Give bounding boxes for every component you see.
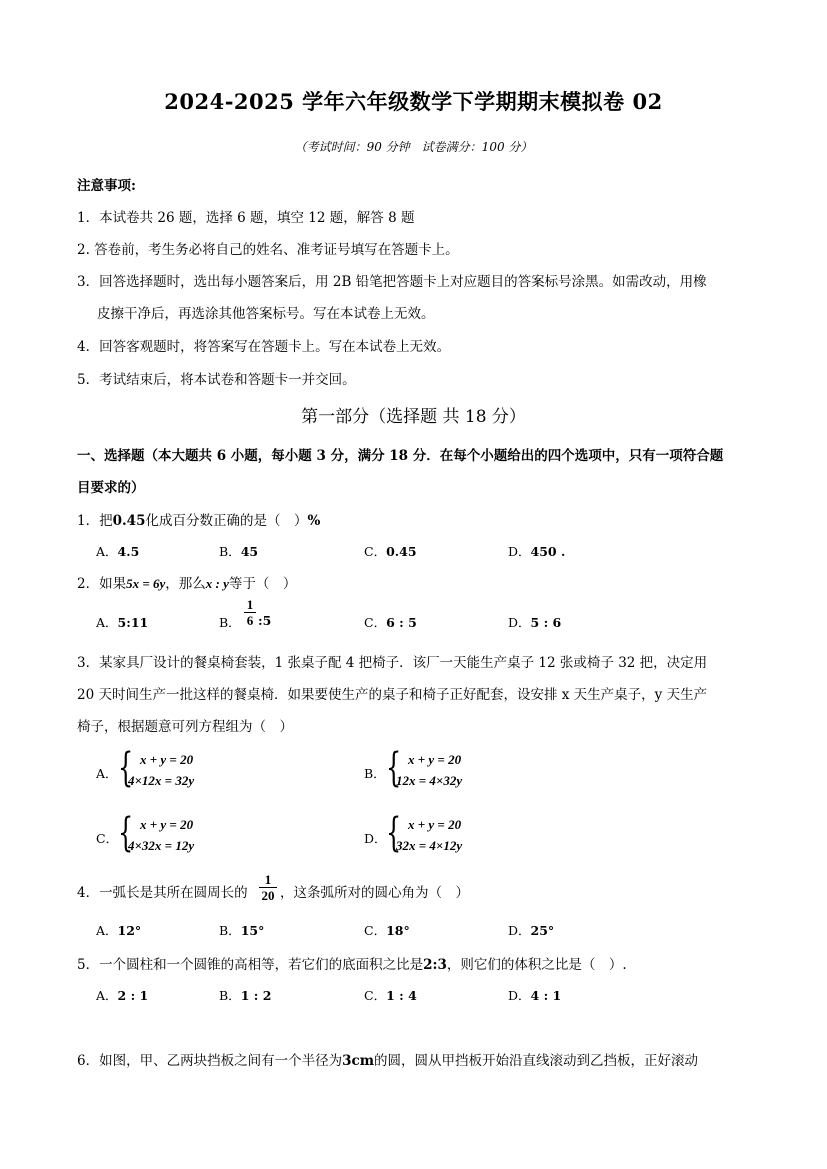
q5-option-d[interactable]: D．4 : 1 [508, 988, 562, 1003]
q1-percent: % [307, 513, 321, 529]
q3-option-b-label[interactable]: B． [364, 766, 386, 781]
notice-heading: 注意事项: [77, 178, 136, 194]
q1-option-b[interactable]: B．45 [219, 544, 259, 559]
q3-b-eq1: x + y = 20 [408, 752, 462, 767]
q2-ratio: x : y [205, 576, 229, 591]
q3-a-eq1: x + y = 20 [140, 752, 194, 767]
question-3-line: 椅子，根据题意可列方程组为（ ） [77, 719, 293, 735]
q2-equation: 5x = 6y [126, 576, 166, 591]
q3-b-eq2: 12x = 4×32y [396, 773, 463, 788]
section-title: 第一部分（选择题 共 18 分） [301, 407, 526, 427]
q3-c-eq1: x + y = 20 [140, 817, 194, 832]
q1-option-c[interactable]: C．0.45 [364, 544, 417, 559]
question-2: 2．如果5x = 6y，那么x : y等于（ ） [77, 576, 297, 592]
q2-option-b-fraction: 1 6 [244, 597, 256, 628]
brace-icon: { [118, 810, 134, 856]
q2-option-b-label[interactable]: B． [219, 615, 241, 630]
q3-option-a-label[interactable]: A． [96, 766, 118, 781]
question-5: 5．一个圆柱和一个圆锥的高相等，若它们的底面积之比是2:3，则它们的体积之比是（ ）. [77, 957, 627, 973]
notice-item: 皮擦干净后，再选涂其他答案标号。写在本试卷上无效。 [97, 306, 435, 322]
part-heading: 目要求的） [77, 480, 145, 496]
q5-option-a[interactable]: A．2 : 1 [96, 988, 149, 1003]
question-3-line: 20 天时间生产一批这样的餐桌椅．如果要使生产的桌子和椅子正好配套，设安排 x 天生产桌子，y 天生产 [77, 687, 708, 703]
question-6: 6．如图，甲、乙两块挡板之间有一个半径为3cm的圆，圆从甲挡板开始沿直线滚动到乙挡板，正好滚动 [77, 1053, 698, 1069]
notice-item: 3．回答选择题时，选出每小题答案后，用 2B 铅笔把答题卡上对应题目的答案标号涂黑。如需改动，用橡 [77, 274, 707, 290]
notice-item: 4．回答客观题时，将答案写在答题卡上。写在本试卷上无效。 [77, 339, 451, 355]
q1-option-a[interactable]: A．4.5 [96, 544, 140, 559]
q1-number: 0.45 [112, 513, 146, 529]
q6-radius: 3cm [342, 1053, 374, 1069]
q4-option-d[interactable]: D．25° [508, 923, 555, 938]
question-1 [77, 509, 320, 529]
q4-option-a[interactable]: A．12° [96, 923, 142, 938]
q1-option-d[interactable]: D．450 . [508, 544, 566, 559]
q3-c-eq2: 4×32x = 12y [128, 838, 195, 853]
q4-option-b[interactable]: B．15° [219, 923, 265, 938]
notice-item: 1．本试卷共 26 题，选择 6 题，填空 12 题，解答 8 题 [77, 210, 415, 226]
q1-stem: 化成百分数正确的是（ ） [145, 513, 308, 529]
q2-option-c[interactable]: C．6 : 5 [364, 615, 417, 630]
question-4-stem-a: 4．一弧长是其所在圆周长的 [77, 885, 248, 901]
notice-item: 2. 答卷前，考生务必将自己的姓名、准考证号填写在答题卡上。 [77, 242, 459, 258]
brace-icon: { [386, 810, 402, 856]
q3-option-d-label[interactable]: D． [364, 831, 387, 846]
exam-subtitle: （考试时间：90 分钟 试卷满分：100 分） [294, 140, 533, 154]
q3-a-eq2: 4×12x = 32y [128, 773, 195, 788]
q4-fraction: 1 20 [259, 872, 277, 903]
q4-option-c[interactable]: C．18° [364, 923, 410, 938]
part-heading: 一、选择题（本大题共 6 小题，每小题 3 分，满分 18 分．在每个小题给出的四个选项中，只有一项符合题 [77, 448, 724, 464]
q5-ratio: 2:3 [423, 957, 447, 973]
q5-option-c[interactable]: C．1 : 4 [364, 988, 417, 1003]
q2-option-d[interactable]: D．5 : 6 [508, 615, 562, 630]
q3-d-eq1: x + y = 20 [408, 817, 462, 832]
q2-option-a[interactable]: A．5:11 [96, 615, 149, 630]
q5-option-b[interactable]: B．1 : 2 [219, 988, 272, 1003]
question-3-line: 3．某家具厂设计的餐桌椅套装，1 张桌子配 4 把椅子．该厂一天能生产桌子 12 张或椅子 32 把，决定用 [77, 655, 708, 671]
q2-option-b-tail: :5 [258, 613, 272, 628]
question-4-stem-b: ，这条弧所对的圆心角为（ ） [280, 885, 469, 901]
page-title: 2024-2025 学年六年级数学下学期期末模拟卷 02 [164, 89, 663, 114]
q3-option-c-label[interactable]: C． [96, 831, 119, 846]
q3-d-eq2: 32x = 4×12y [396, 838, 463, 853]
brace-icon: { [386, 745, 402, 791]
notice-item: 5．考试结束后，将本试卷和答题卡一并交回。 [77, 372, 356, 388]
q1-stem: 1．把 [77, 513, 113, 529]
brace-icon: { [118, 745, 134, 791]
